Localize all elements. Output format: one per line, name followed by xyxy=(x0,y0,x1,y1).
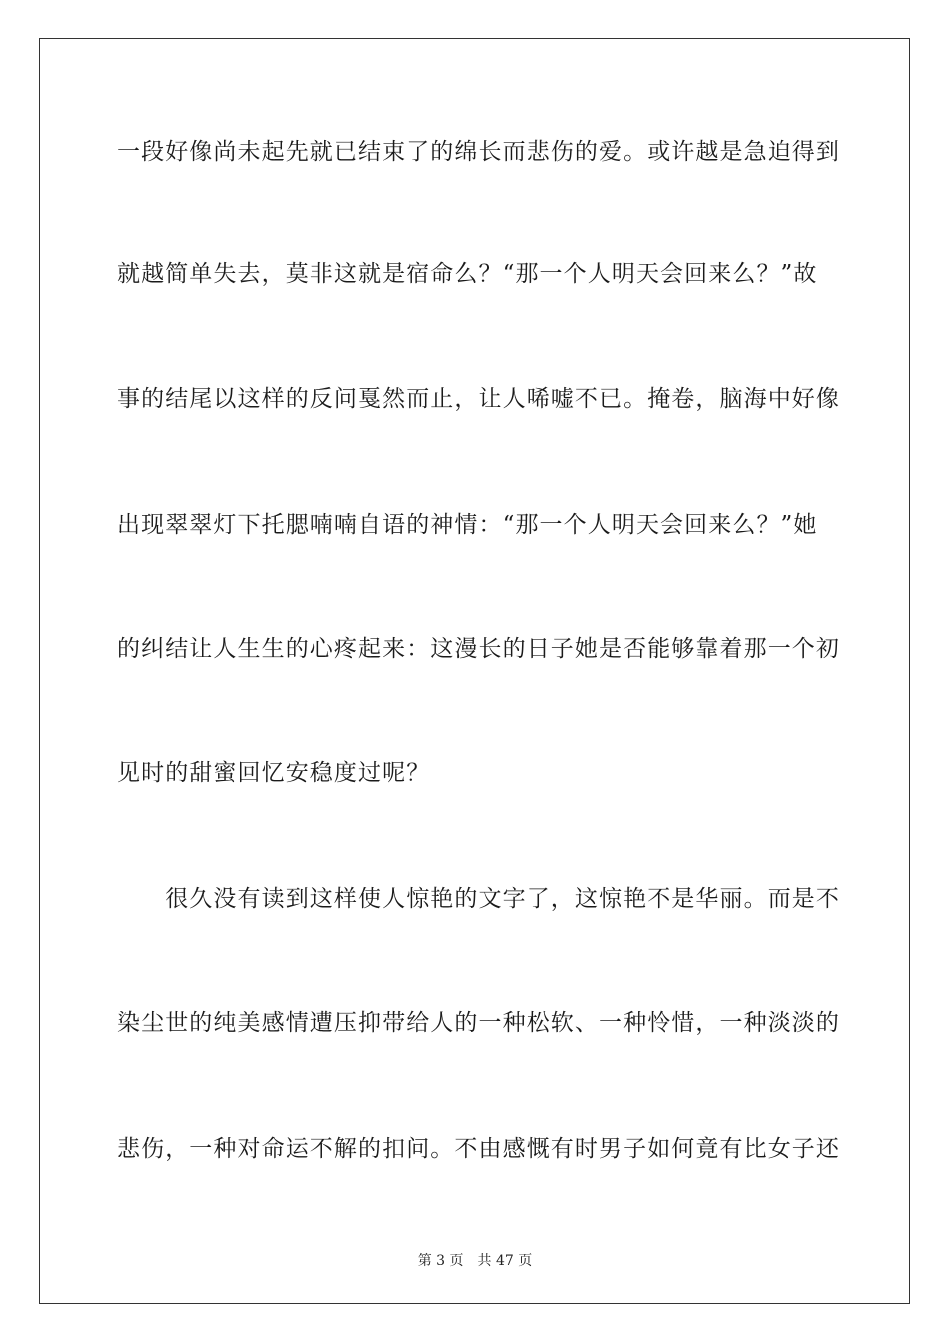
text-line-4: 出现翠翠灯下托腮喃喃自语的神情：“那一个人明天会回来么？”她 xyxy=(117,512,818,538)
page-border xyxy=(39,38,910,1304)
text-line-9: 悲伤，一种对命运不解的扣问。不由感慨有时男子如何竟有比女子还 xyxy=(117,1136,840,1162)
total-page-count: 共 47 页 xyxy=(477,1253,533,1269)
text-line-5: 的纠结让人生生的心疼起来：这漫长的日子她是否能够靠着那一个初 xyxy=(117,636,840,662)
text-line-1: 一段好像尚未起先就已结束了的绵长而悲伤的爱。或许越是急迫得到 xyxy=(117,139,840,165)
page-footer xyxy=(0,1250,950,1270)
text-line-6: 见时的甜蜜回忆安稳度过呢？ xyxy=(117,760,431,786)
text-line-8: 染尘世的纯美感情遭压抑带给人的一种松软、一种怜惜，一种淡淡的 xyxy=(117,1010,840,1036)
text-line-2: 就越简单失去，莫非这就是宿命么？“那一个人明天会回来么？”故 xyxy=(117,261,818,287)
text-line-7: 很久没有读到这样使人惊艳的文字了，这惊艳不是华丽。而是不 xyxy=(117,886,840,912)
text-line-3: 事的结尾以这样的反问戛然而止，让人唏嘘不已。掩卷，脑海中好像 xyxy=(117,386,840,412)
current-page-number: 第 3 页 xyxy=(417,1253,464,1269)
